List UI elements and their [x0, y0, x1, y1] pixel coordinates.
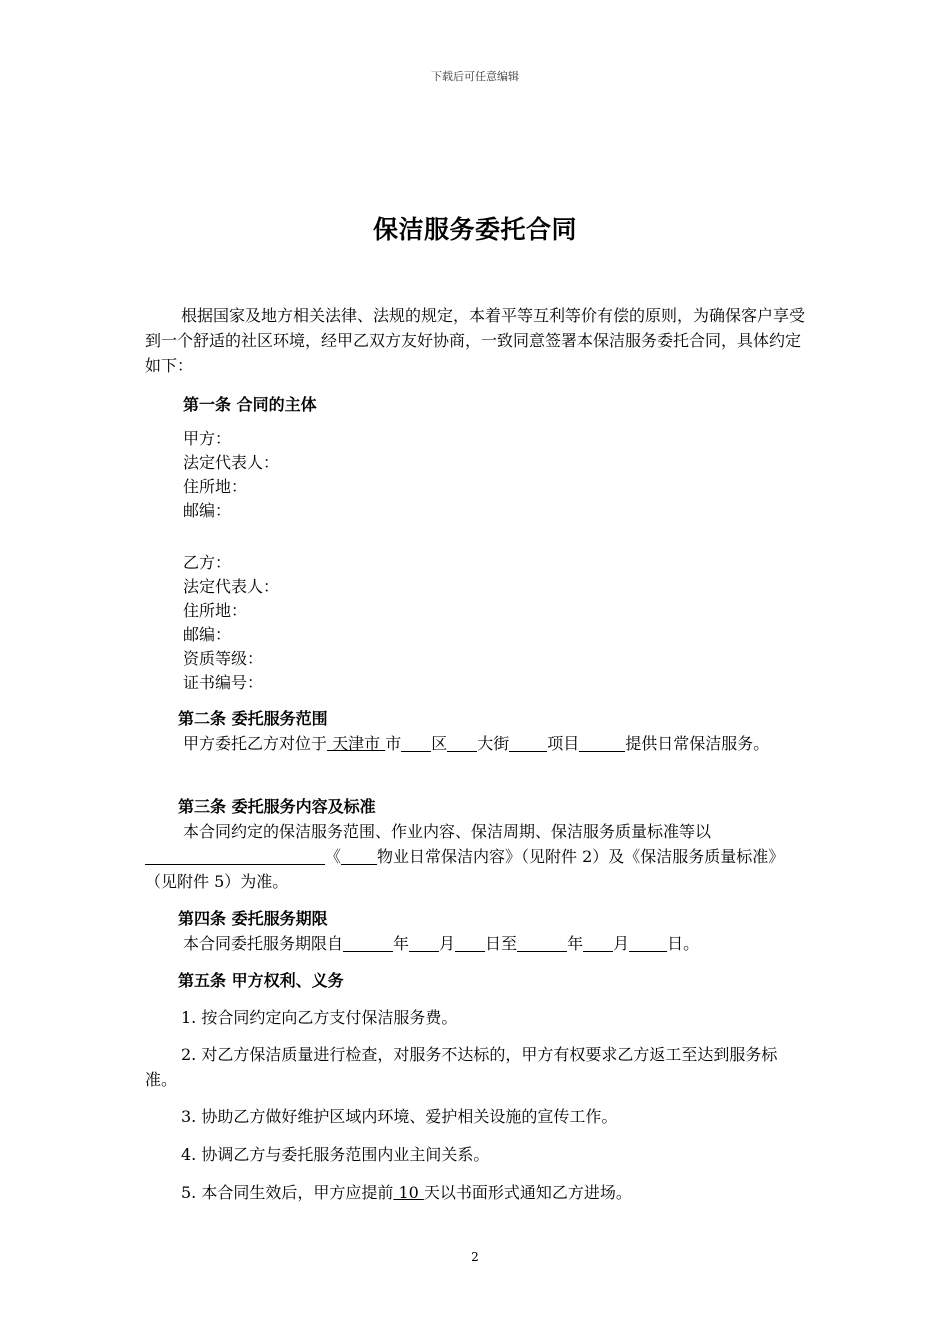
article4-year-2: 年 [567, 934, 584, 953]
article2-text-1: 甲方委托乙方对位于 [183, 734, 328, 753]
article2-text-5: 项目 [547, 734, 580, 753]
party-a-name: 甲方： [183, 429, 232, 448]
article3-paragraph [145, 819, 805, 894]
article4-month-2: 月 [613, 934, 630, 953]
party-a-postcode: 邮编： [183, 501, 232, 520]
party-b-address: 住所地： [183, 601, 248, 620]
party-b-postcode: 邮编： [183, 625, 232, 644]
article4-paragraph [145, 931, 805, 956]
article2-text-6: 提供日常保洁服务。 [625, 734, 770, 753]
article4-month-1: 月 [439, 934, 456, 953]
start-year-blank [343, 933, 393, 952]
property-blank [341, 846, 377, 865]
item5-days: 10 [393, 1183, 424, 1202]
end-month-blank [583, 933, 613, 952]
project-blank [579, 733, 625, 752]
page-number: 2 [471, 1250, 479, 1264]
start-day-blank [455, 933, 485, 952]
end-year-blank [517, 933, 567, 952]
intro-paragraph: 根据国家及地方相关法律、法规的规定，本着平等互利等价有偿的原则，为确保客户享受到一个舒适的社区环境，经甲乙双方友好协商，一致同意签署本保洁服务委托合同，具体约定如下： [145, 306, 806, 375]
article2-text-3: 区 [431, 734, 448, 753]
article2-text-4: 大街 [477, 734, 510, 753]
article4-year-1: 年 [393, 934, 410, 953]
party-a-block [183, 427, 279, 523]
article3-text-1: 本合同约定的保洁服务范围、作业内容、保洁周期、保洁服务质量标准等以 [183, 822, 712, 841]
article2-paragraph [145, 731, 805, 756]
article2-city: 天津市 [327, 734, 386, 753]
party-b-representative: 法定代表人： [183, 577, 280, 596]
item5-text-2: 天以书面形式通知乙方进场。 [423, 1183, 632, 1202]
list-item: 1. 按合同约定向乙方支付保洁服务费。 [181, 1008, 458, 1027]
list-item: 3. 协助乙方做好维护区域内环境、爱护相关设施的宣传工作。 [181, 1107, 618, 1126]
article3-text-3: 物业日常保洁内容》（见附件 2）及《保洁服务质量标准》（见附件 5）为准。 [145, 847, 785, 891]
article1-heading: 第一条 合同的主体 [183, 395, 317, 414]
party-b-block [183, 551, 279, 695]
document-title: 保洁服务委托合同 [372, 215, 577, 244]
article4-text-1: 本合同委托服务期限自 [183, 934, 344, 953]
article2-heading: 第二条 委托服务范围 [178, 709, 328, 728]
article4-heading: 第四条 委托服务期限 [178, 909, 328, 928]
article4-day-2: 日。 [667, 934, 700, 953]
start-month-blank [409, 933, 439, 952]
standard-blank [145, 846, 325, 865]
street-number-blank [509, 733, 547, 752]
party-b-qualification: 资质等级： [183, 649, 264, 668]
article3-text-2: 《 [325, 847, 342, 866]
end-day-blank [629, 933, 667, 952]
district-blank [401, 733, 431, 752]
article5-heading: 第五条 甲方权利、义务 [178, 971, 344, 990]
list-item [145, 1180, 805, 1205]
item5-text-1: 5. 本合同生效后，甲方应提前 [181, 1183, 394, 1202]
party-b-certificate: 证书编号： [183, 673, 264, 692]
list-item: 4. 协调乙方与委托服务范围内业主间关系。 [181, 1145, 490, 1164]
party-a-address: 住所地： [183, 477, 248, 496]
article4-day-1: 日至 [485, 934, 518, 953]
article3-heading: 第三条 委托服务内容及标准 [178, 797, 376, 816]
party-a-representative: 法定代表人： [183, 453, 280, 472]
party-b-name: 乙方： [183, 553, 232, 572]
article2-text-2: 市 [385, 734, 402, 753]
header-note: 下载后可任意编辑 [431, 70, 519, 83]
street-blank [447, 733, 477, 752]
list-item: 2. 对乙方保洁质量进行检查，对服务不达标的，甲方有权要求乙方返工至达到服务标准。 [145, 1045, 778, 1089]
